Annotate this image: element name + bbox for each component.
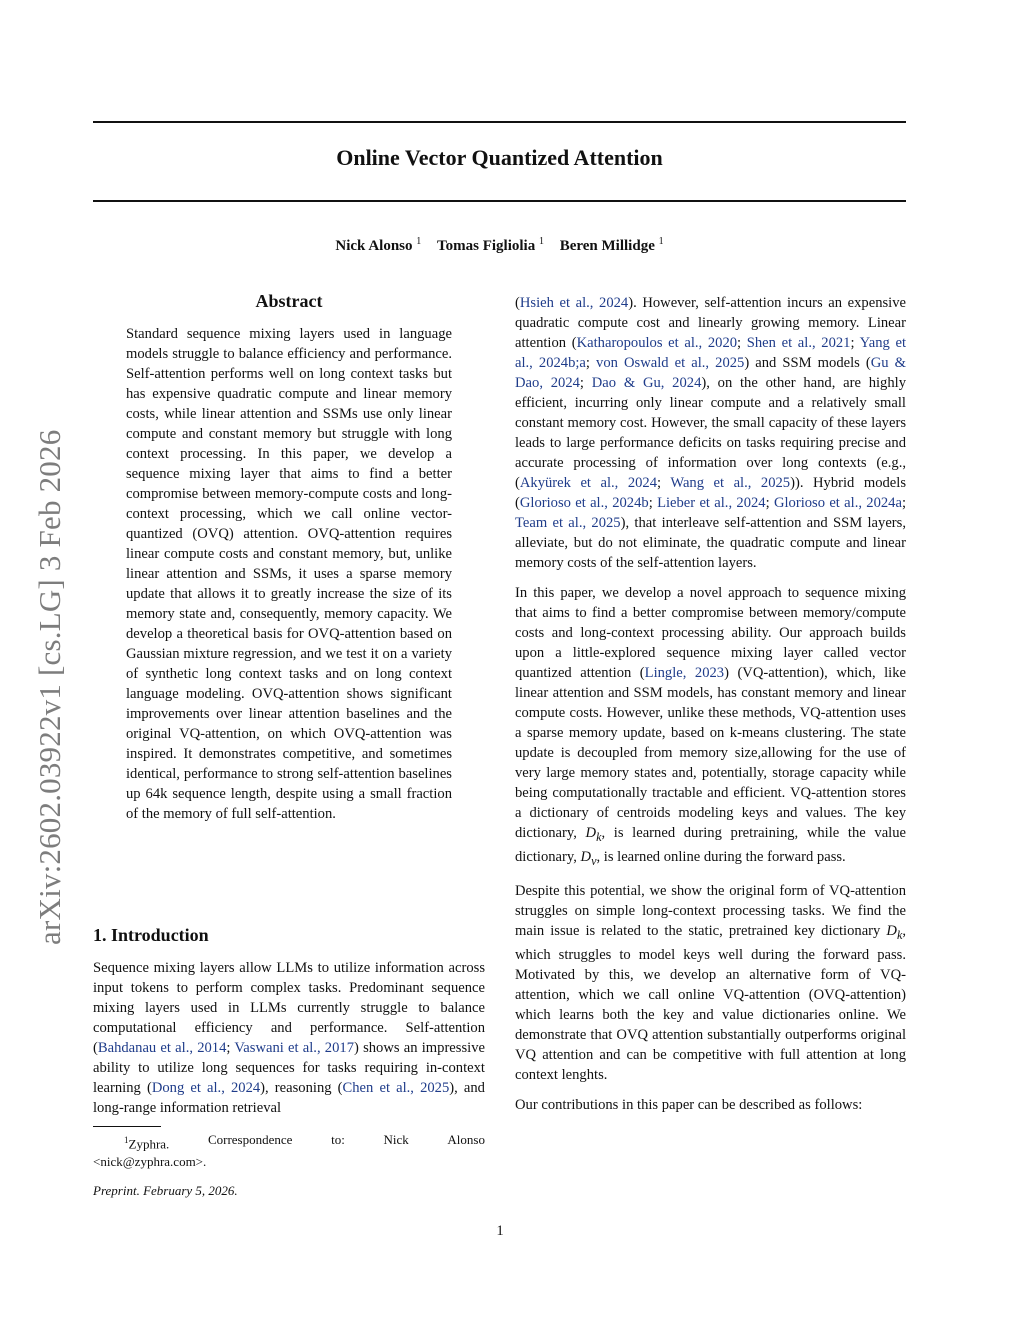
text-run: ; (850, 335, 860, 351)
citation-link[interactable]: Shen et al., 2021 (746, 335, 851, 351)
footnote-word: Nick (383, 1132, 409, 1147)
text-run: ), that interleave self-attention and SSM layers, alleviate, but do not eliminate, the quadratic compute and linear memory costs of the self-attention layers. (515, 515, 906, 571)
introduction-heading: 1. Introduction (93, 925, 209, 945)
affiliation-mark: 1 (658, 236, 664, 247)
footnote-email[interactable]: <nick@zyphra.com>. (93, 1154, 207, 1170)
math-key-dictionary: $D_k$ (886, 922, 903, 942)
citation-link[interactable]: Yang et al., 2024b;a (515, 335, 906, 371)
citation-link[interactable]: Lingle, 2023 (644, 665, 725, 681)
citation-link[interactable]: Dong et al., 2024 (151, 1080, 261, 1096)
text-run: ), and long-range information retrieval (93, 1080, 485, 1116)
footnote (93, 1131, 485, 1171)
math-key-dictionary: $D_k$ (585, 825, 602, 844)
affiliation-mark: 1 (416, 236, 422, 247)
text-run: ; (901, 495, 907, 511)
text-run: Sequence mixing layers allow LLMs to utilize information across input tokens to perform complex tasks. Predominant sequence mixing layers used in LLMs currently struggle to balance computational efficiency and performance. Self-attention ( (93, 960, 485, 1056)
author-2 (437, 238, 544, 254)
text-run: , is learned online during the forward pass. (596, 848, 846, 865)
text-run: ; (657, 475, 671, 491)
arxiv-stamp: arXiv:2602.03922v1 [cs.LG] 3 Feb 2026 (32, 429, 67, 945)
text-run: Despite this potential, we show the original form of VQ-attention struggles on simple long-context processing tasks. We find the main issue is related to the static, pretrained key dictionary (515, 882, 906, 939)
citation-link[interactable]: Wang et al., 2025 (670, 475, 791, 491)
citation-link[interactable]: Vaswani et al., 2017 (234, 1040, 354, 1056)
paper-title: Online Vector Quantized Attention (336, 145, 663, 170)
citation-link[interactable]: Glorioso et al., 2024b (519, 495, 649, 511)
text-run: ), on the other hand, are highly efficient, incurring only linear compute and a relatively small constant memory cost. However, the small capacity of these layers leads to large performance deficits on tasks requiring precise and accurate processing of information over long contexts (e.g., ( (515, 375, 906, 491)
right-paragraph-3 (515, 881, 906, 1085)
abstract-body (126, 324, 452, 834)
citation-link[interactable]: Bahdanau et al., 2014 (97, 1040, 227, 1056)
right-paragraph-1: (Hsieh et al., 2024). However, self-attention incurs an expensive quadratic compute cost and linearly growing memory. Linear attention (Katharopoulos et al., 2020; Shen et al., 2021; Yang et al., 2024b;a; von Oswald et al., 2025) and SSM models (Gu & Dao, 2024; Dao & Gu, 2024), on the other hand, are highly efficient, incurring only linear compute and a relatively small constant memory cost. However, the small capacity of these layers leads to large performance deficits on tasks requiring precise and accurate processing of information over long contexts (e.g., (Akyürek et al., 2024; Wang et al., 2025)). Hybrid models (Glorioso et al., 2024b; Lieber et al., 2024; Glorioso et al., 2024a; Team et al., 2025), that interleave self-attention and SSM layers, alleviate, but do not eliminate, the quadratic compute and linear memory costs of the self-attention layers. (515, 295, 907, 571)
footnote-word: Correspondence (207, 1132, 293, 1147)
author-list (93, 236, 906, 255)
text-run: ; (579, 375, 592, 391)
text-run: ; (737, 335, 747, 351)
text-run: ) (VQ-attention), which, like linear attention and SSM models, has constant memory and linear compute costs. However, unlike these methods, VQ-attention uses a sparse memory update, based on k-means clustering. The state update is decoupled from memory size,allowing for the use of very large memory states and, potentially, storage capacity while being computationally tractable and efficient. VQ-attention stores a dictionary of centroids modeling keys and values. The key dictionary, (515, 665, 907, 841)
footnote-line-1 (93, 1131, 485, 1153)
text-run: ), reasoning ( (260, 1080, 343, 1096)
author-1 (335, 238, 421, 254)
author-name: Tomas Figliolia (437, 238, 536, 254)
right-paragraph-4: Our contributions in this paper can be described as follows: (515, 1096, 863, 1113)
footnote-rule (93, 1126, 161, 1127)
text-run: ) shows an impressive ability to utilize long sequences for tasks requiring in-context learning ( (93, 1040, 485, 1096)
text-run: ; (765, 495, 774, 511)
text-run: , is learned during pretraining, while the value dictionary, (515, 825, 907, 865)
abstract-text: Standard sequence mixing layers used in language models struggle to balance efficiency and performance. Self-attention performs well on long context tasks but has expensive quadratic compute and linear memory costs, while linear attention and SSMs use only linear compute and constant memory but struggle with long context processing. In this paper, we develop a sequence mixing layer that aims to find a better compromise between memory-compute costs and long-context processing, which we call online vector-quantized (OVQ) attention. OVQ-attention requires linear compute costs and constant memory, but, unlike linear attention and SSMs, it uses a sparse memory update that allows it to greatly increase the size of its memory state and, consequently, memory capacity. We develop a theoretical basis for OVQ-attention based on Gaussian mixture regression, and we test it on a variety of synthetic long context tasks and on long context language modeling. OVQ-attention shows significant improvements over linear attention baselines and the original VQ-attention, on which OVQ-attention was inspired. It demonstrates competitive, and sometimes identical, performance to strong self-attention baselines up 64k sequence length, despite using a small fraction of the memory of full self-attention. (126, 326, 452, 822)
author-name: Beren Millidge (559, 238, 655, 254)
author-3 (560, 238, 664, 254)
text-run: ). However, self-attention incurs an expensive quadratic compute cost and linearly growing memory. Linear attention ( (515, 295, 907, 351)
right-column (515, 293, 906, 1125)
abstract-heading: Abstract (255, 291, 323, 311)
page-number: 1 (496, 1223, 504, 1239)
citation-link[interactable]: Chen et al., 2025 (342, 1080, 450, 1096)
text-run: , which struggles to model keys well during the forward pass. Motivated by this, we develop an alternative form of VQ-attention, which we call online VQ-attention (OVQ-attention) which learns both the key and value dictionaries online. We demonstrate that OVQ attention substantially outperforms original VQ attention and can be competitive with full attention at long context lenghts. (515, 922, 906, 1083)
text-run: In this paper, we develop a novel approach to sequence mixing that aims to find a better compromise between memory/compute costs and long-context processing ability. Our approach builds upon a little-explored sequence mixing layer called vector quantized attention ( (515, 585, 906, 681)
preprint-note: Preprint. February 5, 2026. (93, 1183, 238, 1198)
text-run: ; (226, 1040, 235, 1056)
footnote-word: Alonso (447, 1132, 485, 1147)
citation-link[interactable]: Katharopoulos et al., 2020 (576, 335, 738, 351)
footnote-mark: 1 (124, 1135, 129, 1145)
affiliation-mark: 1 (538, 236, 544, 247)
title-rule-bottom (93, 200, 906, 202)
author-name: Nick Alonso (335, 238, 413, 254)
math-value-dictionary: $D_v$ (580, 848, 597, 868)
title-rule-top (93, 121, 906, 123)
intro-paragraph-1 (93, 958, 485, 1118)
citation-link[interactable]: Akyürek et al., 2024 (519, 475, 658, 491)
text-run: )). Hybrid models ( (515, 475, 907, 511)
citation-link[interactable]: Gu & Dao, 2024 (515, 355, 907, 391)
citation-link[interactable]: von Oswald et al., 2025 (596, 355, 745, 371)
citation-link[interactable]: Glorioso et al., 2024a (773, 495, 902, 511)
citation-link[interactable]: Hsieh et al., 2024 (519, 295, 629, 311)
introduction-body (93, 958, 485, 1128)
footnote-word: Zyphra. (128, 1136, 170, 1152)
citation-link[interactable]: Team et al., 2025 (515, 515, 621, 531)
text-run: ) and SSM models ( (744, 355, 871, 371)
right-paragraph-2 (515, 583, 906, 871)
text-run: ; (648, 495, 658, 511)
footnote-word: to: (331, 1132, 345, 1147)
citation-link[interactable]: Dao & Gu, 2024 (591, 375, 702, 391)
footnote-affiliation (124, 1131, 169, 1153)
text-run: ; (585, 355, 597, 371)
citation-link[interactable]: Lieber et al., 2024 (657, 495, 766, 511)
